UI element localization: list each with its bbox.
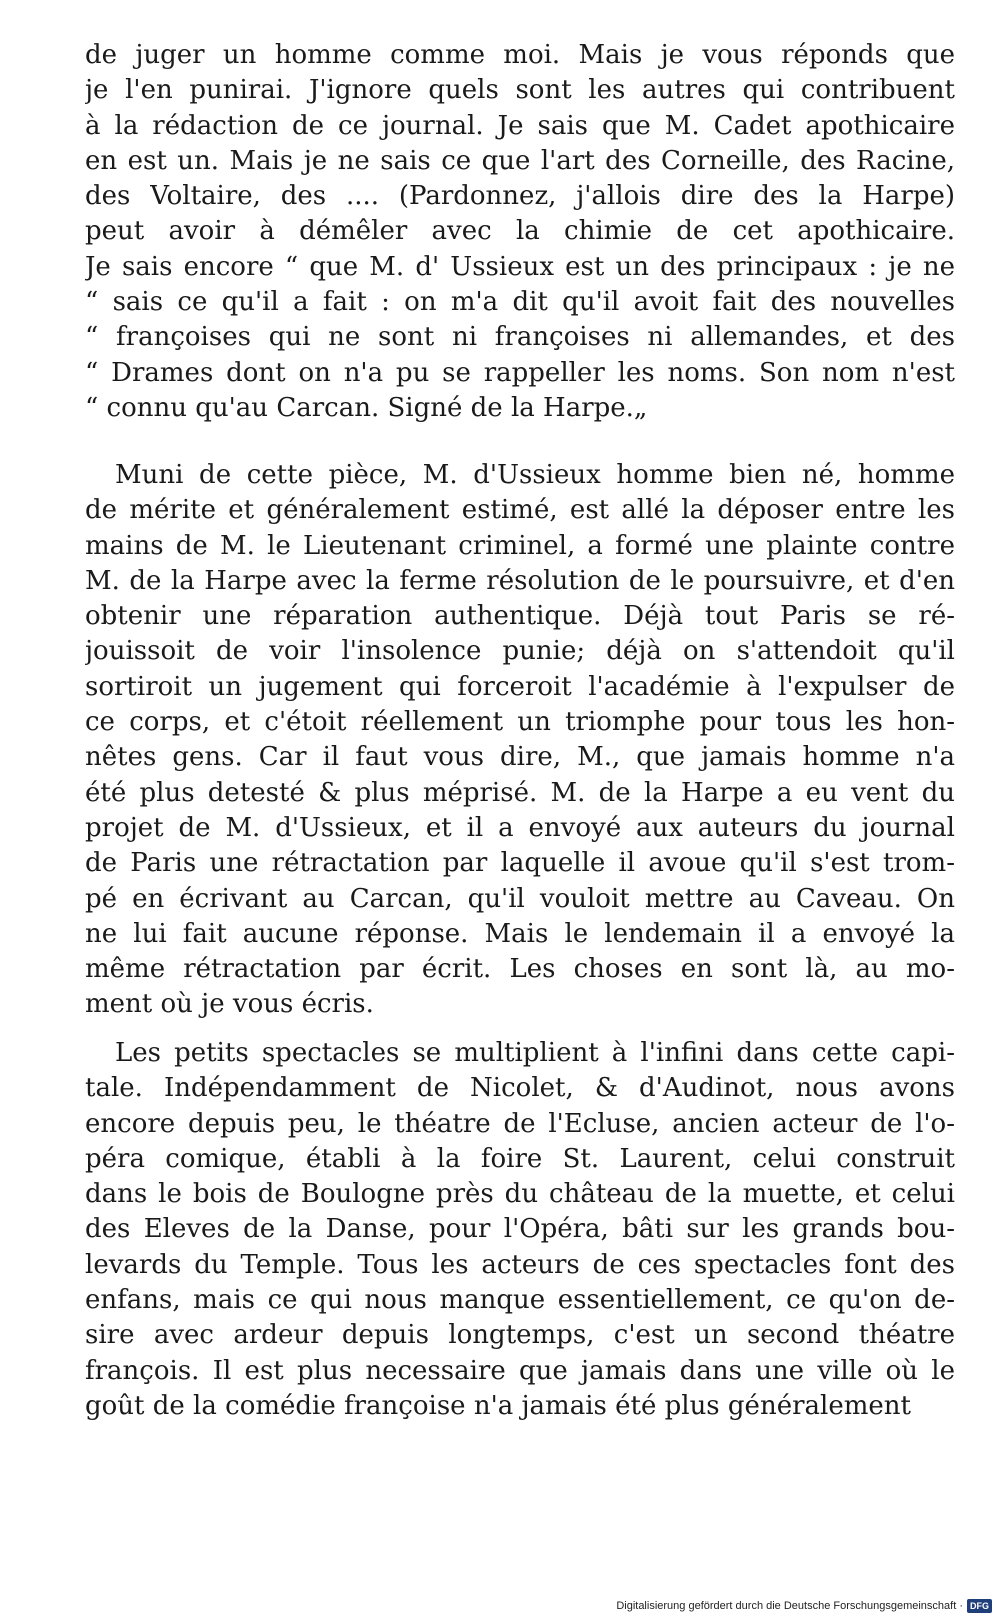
text-line: obtenir une réparation authentique. Déjà tout Paris se ré- [85, 601, 955, 632]
text-line: de mérite et généralement estimé, est allé la déposer entre les [85, 495, 955, 526]
text-line: M. de la Harpe avec la ferme résolution de le poursuivre, et d'en [85, 565, 955, 596]
text-line: jouissoit de voir l'insolence punie; déjà on s'attendoit qu'il [85, 636, 955, 667]
text-line: ment où je vous écris. [85, 989, 374, 1020]
text-line: je l'en punirai. J'ignore quels sont les autres qui contribuent [85, 75, 955, 106]
text-line: ne lui fait aucune réponse. Mais le lendemain il a envoyé la [85, 918, 955, 949]
text-line: été plus detesté & plus méprisé. M. de la Harpe a eu vent du [85, 777, 955, 808]
text-line: dans le bois de Boulogne près du château de la muette, et celui [85, 1179, 955, 1210]
text-line: péra comique, établi à la foire St. Laurent, celui construit [85, 1143, 955, 1174]
text-line: sortiroit un jugement qui forceroit l'académie à l'expulser de [85, 671, 955, 702]
text-line: des Eleves de la Danse, pour l'Opéra, bâti sur les grands bou- [85, 1214, 955, 1245]
text-line: “ françoises qui ne sont ni françoises ni allemandes, et des [85, 322, 955, 353]
paragraph-2 [85, 458, 955, 1023]
text-line: projet de M. d'Ussieux, et il a envoyé aux auteurs du journal [85, 812, 955, 843]
text-line: tale. Indépendamment de Nicolet, & d'Audinot, nous avons [85, 1073, 955, 1104]
dfg-logo-icon: DFG [967, 1599, 992, 1613]
text-line: Je sais encore “ que M. d' Ussieux est un des principaux : je ne [85, 251, 955, 282]
footer-credit [616, 1597, 992, 1615]
text-line: “ connu qu'au Carcan. Signé de la Harpe.„ [85, 392, 648, 423]
text-line: “ Drames dont on n'a pu se rappeller les noms. Son nom n'est [85, 357, 955, 388]
text-line: françois. Il est plus necessaire que jamais dans une ville où le [85, 1355, 955, 1386]
text-line: Muni de cette pièce, M. d'Ussieux homme bien né, homme [115, 460, 955, 490]
text-line: de Paris une rétractation par laquelle il avoue qu'il s'est trom- [85, 848, 955, 879]
text-line: levards du Temple. Tous les acteurs de ces spectacles font des [85, 1249, 955, 1280]
text-line: enfans, mais ce qui nous manque essentiellement, ce qu'on de- [85, 1285, 955, 1316]
footer-credit-text: Digitalisierung gefördert durch die Deutsche Forschungsgemeinschaft · [616, 1600, 963, 1612]
text-line: même rétractation par écrit. Les choses en sont là, au mo- [85, 954, 955, 985]
text-line: sire avec ardeur depuis longtemps, c'est un second théatre [85, 1320, 955, 1351]
text-line: à la rédaction de ce journal. Je sais que M. Cadet apothicaire [85, 110, 955, 141]
paragraph-1 [85, 38, 955, 426]
text-line: “ sais ce qu'il a fait : on m'a dit qu'il avoit fait des nouvelles [85, 287, 955, 318]
text-line: Les petits spectacles se multiplient à l'infini dans cette capi- [115, 1038, 955, 1068]
text-line: des Voltaire, des .... (Pardonnez, j'allois dire des la Harpe) [85, 181, 955, 212]
text-line: goût de la comédie françoise n'a jamais été plus généralement [85, 1390, 911, 1421]
text-line: ce corps, et c'étoit réellement un triomphe pour tous les hon- [85, 707, 955, 738]
text-line: pé en écrivant au Carcan, qu'il vouloit mettre au Caveau. On [85, 883, 955, 914]
text-line: peut avoir à démêler avec la chimie de cet apothicaire. [85, 216, 955, 247]
text-line: nêtes gens. Car il faut vous dire, M., que jamais homme n'a [85, 742, 955, 773]
paragraph-3 [85, 1036, 955, 1424]
text-line: de juger un homme comme moi. Mais je vous réponds que [85, 40, 955, 70]
text-line: encore depuis peu, le théatre de l'Ecluse, ancien acteur de l'o- [85, 1108, 955, 1139]
text-line: en est un. Mais je ne sais ce que l'art des Corneille, des Racine, [85, 145, 955, 176]
text-line: mains de M. le Lieutenant criminel, a formé une plainte contre [85, 530, 955, 561]
